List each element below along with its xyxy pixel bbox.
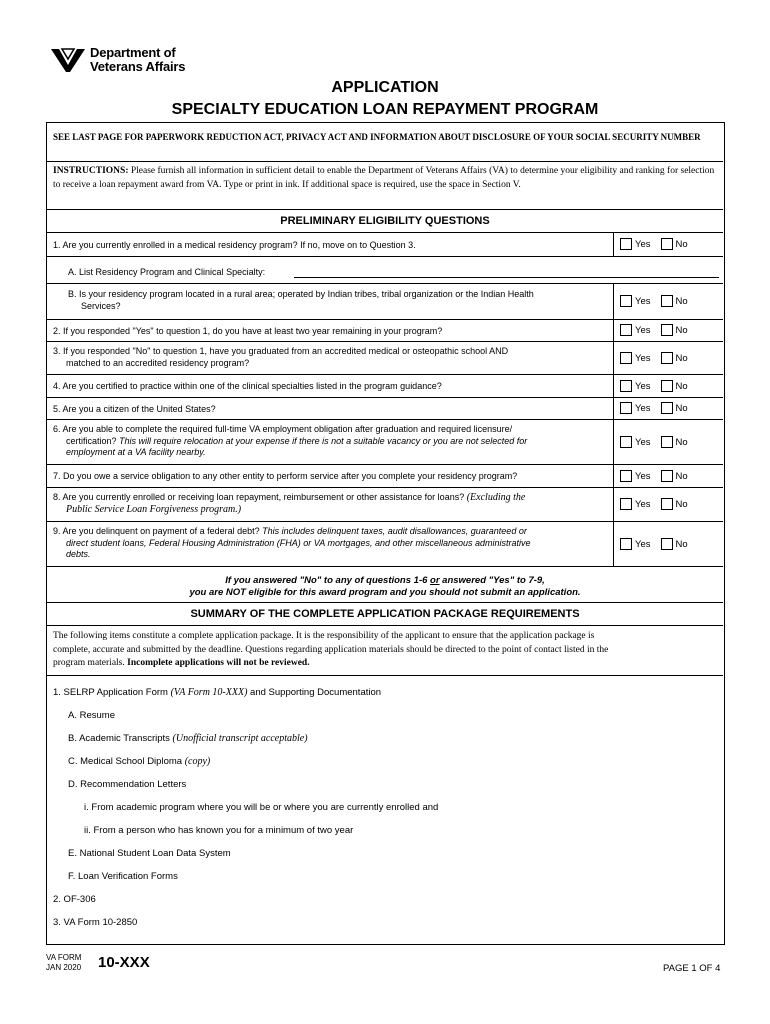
question-3-text-2: matched to an accredited residency program?: [66, 357, 250, 368]
question-6-text-2a: certification?: [66, 435, 120, 446]
eligibility-heading: PRELIMINARY ELIGIBILITY QUESTIONS: [280, 215, 490, 227]
residency-program-input[interactable]: [294, 277, 719, 278]
question-3-answer: [613, 342, 723, 374]
question-9: [47, 521, 723, 566]
no-checkbox[interactable]: [661, 402, 673, 414]
yes-checkbox[interactable]: [620, 498, 632, 510]
question-4-answer: [613, 375, 723, 397]
question-7: [47, 464, 723, 487]
instructions: [53, 165, 717, 192]
footer-date: JAN 2020: [46, 963, 82, 972]
no-checkbox[interactable]: [661, 436, 673, 448]
question-1a: [47, 256, 723, 283]
page-title: APPLICATION: [331, 79, 439, 96]
question-1b: [47, 283, 723, 319]
no-label: No: [675, 324, 688, 336]
requirement-2: 2. OF-306: [53, 894, 96, 905]
warning-text-2: you are NOT eligible for this award program and you should not submit an application.: [189, 587, 581, 598]
summary-paragraph-3: program materials.: [53, 658, 128, 668]
no-label: No: [675, 436, 688, 448]
no-checkbox[interactable]: [661, 352, 673, 364]
no-label: No: [675, 538, 688, 550]
no-label: No: [675, 380, 688, 392]
requirement-1d-ii: ii. From a person who has known you for a minimum of two year: [84, 825, 354, 836]
yes-label: Yes: [635, 238, 651, 250]
yes-checkbox[interactable]: [620, 352, 632, 364]
footer-form-number: 10-XXX: [98, 954, 150, 971]
requirement-1d: D. Recommendation Letters: [68, 779, 187, 790]
yes-label: Yes: [635, 402, 651, 414]
requirement-1-form: (VA Form 10-XXX): [170, 687, 248, 698]
question-9-text: 9. Are you delinquent on payment of a federal debt?: [53, 526, 263, 536]
question-1: [47, 232, 723, 256]
no-label: No: [675, 470, 688, 482]
question-6-text-3: employment at a VA facility nearby.: [66, 447, 206, 457]
yes-checkbox[interactable]: [620, 470, 632, 482]
summary-paragraph: [53, 630, 721, 671]
question-8: [47, 487, 723, 521]
summary-heading-row: [47, 602, 723, 625]
requirement-1-suffix: and Supporting Documentation: [247, 687, 382, 698]
no-checkbox[interactable]: [661, 295, 673, 307]
instructions-row: [47, 161, 723, 209]
warning-text-1a: If you answered "No" to any of questions 1-6: [225, 575, 431, 586]
yes-label: Yes: [635, 295, 651, 307]
no-label: No: [675, 498, 688, 510]
footer-page-number: PAGE 1 OF 4: [663, 963, 721, 974]
question-8-answer: [613, 488, 723, 521]
privacy-notice: SEE LAST PAGE FOR PAPERWORK REDUCTION ACT, PRIVACY ACT AND INFORMATION ABOUT DISCLOSURE OF YOUR SOCIAL SECURITY NUMBER: [53, 132, 701, 142]
instructions-label: INSTRUCTIONS:: [53, 166, 129, 176]
question-6-text-2b: This will require relocation at your expense if there is not a suitable vacancy or you are not selected for: [119, 435, 528, 446]
requirement-1a: A. Resume: [68, 710, 115, 721]
question-9-text-2: direct student loans, Federal Housing Administration (FHA) or VA mortgages, and other miscellaneous administrative: [66, 537, 531, 548]
question-4: [47, 374, 723, 397]
yes-checkbox[interactable]: [620, 295, 632, 307]
question-5: [47, 397, 723, 419]
requirement-1b-label: B. Academic Transcripts: [68, 733, 173, 744]
question-2: [47, 319, 723, 341]
notice-row: [47, 123, 723, 161]
summary-paragraph-row: [47, 625, 723, 675]
va-logo: [50, 44, 210, 78]
question-1-text: 1. Are you currently enrolled in a medical residency program? If no, move on to Question 3.: [53, 240, 416, 250]
requirement-1: [53, 687, 381, 698]
question-1-answer: [613, 233, 723, 256]
yes-label: Yes: [635, 470, 651, 482]
yes-checkbox[interactable]: [620, 380, 632, 392]
yes-checkbox[interactable]: [620, 324, 632, 336]
question-1b-text: B. Is your residency program located in a rural area; operated by Indian tribes, tribal organization or the Indian Health: [68, 289, 534, 299]
yes-label: Yes: [635, 498, 651, 510]
no-label: No: [675, 402, 688, 414]
question-1a-text: A. List Residency Program and Clinical Specialty:: [68, 267, 266, 277]
question-1b-answer: [613, 284, 723, 319]
warning-text-1b: answered "Yes" to 7-9,: [439, 575, 545, 586]
no-checkbox[interactable]: [661, 324, 673, 336]
summary-incomplete-warning: Incomplete applications will not be reviewed.: [127, 658, 310, 668]
yes-checkbox[interactable]: [620, 538, 632, 550]
footer-va-form: VA FORM: [46, 953, 82, 962]
requirement-1c-note: (copy): [184, 756, 211, 767]
question-9-text-3: debts.: [66, 549, 91, 559]
question-7-answer: [613, 465, 723, 487]
eligibility-warning: [47, 566, 723, 602]
question-4-text: 4. Are you certified to practice within one of the clinical specialties listed in the program guidance?: [53, 381, 442, 391]
logo-line-2: Veterans Affairs: [90, 59, 186, 74]
no-checkbox[interactable]: [661, 498, 673, 510]
yes-label: Yes: [635, 324, 651, 336]
yes-checkbox[interactable]: [620, 402, 632, 414]
yes-checkbox[interactable]: [620, 436, 632, 448]
question-6: [47, 419, 723, 464]
question-9-text-note: This includes delinquent taxes, audit disallowances, guaranteed or: [262, 526, 527, 536]
question-7-text: 7. Do you owe a service obligation to any other entity to perform service after you complete your residency program?: [53, 471, 518, 481]
no-label: No: [675, 352, 688, 364]
requirement-1e: E. National Student Loan Data System: [68, 848, 231, 859]
no-label: No: [675, 238, 688, 250]
question-2-answer: [613, 320, 723, 341]
question-8-text-note: (Excluding the: [466, 492, 526, 503]
question-9-answer: [613, 522, 723, 566]
question-2-text: 2. If you responded "Yes" to question 1, do you have at least two year remaining in your program?: [53, 326, 443, 336]
logo-line-1: Department of: [90, 45, 176, 60]
yes-label: Yes: [635, 538, 651, 550]
yes-label: Yes: [635, 380, 651, 392]
requirement-1-label: 1. SELRP Application Form: [53, 687, 171, 698]
question-8-text-2: Public Service Loan Forgiveness program.): [66, 503, 242, 515]
footer-form-label: [46, 953, 81, 973]
yes-checkbox[interactable]: [620, 238, 632, 250]
warning-or: or: [430, 575, 440, 586]
requirement-1c-label: C. Medical School Diploma: [68, 756, 185, 767]
summary-paragraph-1: The following items constitute a complete application package. It is the responsibility of the applicant to ensure that the application package is: [53, 631, 595, 641]
question-8-text: 8. Are you currently enrolled or receiving loan repayment, reimbursement or other assistance for loans?: [53, 492, 467, 502]
requirements-list: [47, 675, 723, 943]
requirement-1d-i: i. From academic program where you will be or where you are currently enrolled and: [84, 802, 439, 813]
no-checkbox[interactable]: [661, 538, 673, 550]
instructions-text: Please furnish all information in sufficient detail to enable the Department of Veterans Affairs (VA) to determine your eligibility and ranking for selection to receive a loan repayment award from VA. Type or print in ink. If additional space is required, use the space in Section V.: [53, 166, 715, 190]
question-5-answer: [613, 398, 723, 419]
question-5-text: 5. Are you a citizen of the United States?: [53, 404, 216, 414]
question-3: [47, 341, 723, 374]
question-6-text: 6. Are you able to complete the required full-time VA employment obligation after graduation and required licensure/: [53, 424, 513, 434]
no-label: No: [675, 295, 688, 307]
question-3-text: 3. If you responded "No" to question 1, have you graduated from an accredited medical or osteopathic school AND: [53, 346, 509, 356]
requirement-1b: [68, 733, 308, 744]
no-checkbox[interactable]: [661, 380, 673, 392]
eligibility-heading-row: [47, 209, 723, 232]
no-checkbox[interactable]: [661, 238, 673, 250]
summary-heading: SUMMARY OF THE COMPLETE APPLICATION PACKAGE REQUIREMENTS: [190, 608, 580, 620]
va-seal-icon: [50, 47, 86, 73]
no-checkbox[interactable]: [661, 470, 673, 482]
requirement-1c: [68, 756, 210, 767]
yes-label: Yes: [635, 436, 651, 448]
requirement-1f: F. Loan Verification Forms: [68, 871, 178, 882]
requirement-1b-note: (Unofficial transcript acceptable): [172, 733, 308, 744]
page-subtitle: SPECIALTY EDUCATION LOAN REPAYMENT PROGRAM: [171, 101, 599, 118]
summary-paragraph-2: complete, accurate and submitted by the deadline. Questions regarding application materials should be directed to the point of contact listed in the: [53, 644, 609, 655]
form-frame: [46, 122, 725, 945]
yes-label: Yes: [635, 352, 651, 364]
requirement-3: 3. VA Form 10-2850: [53, 917, 138, 928]
question-1b-text-2: Services?: [81, 300, 121, 311]
question-6-answer: [613, 420, 723, 464]
